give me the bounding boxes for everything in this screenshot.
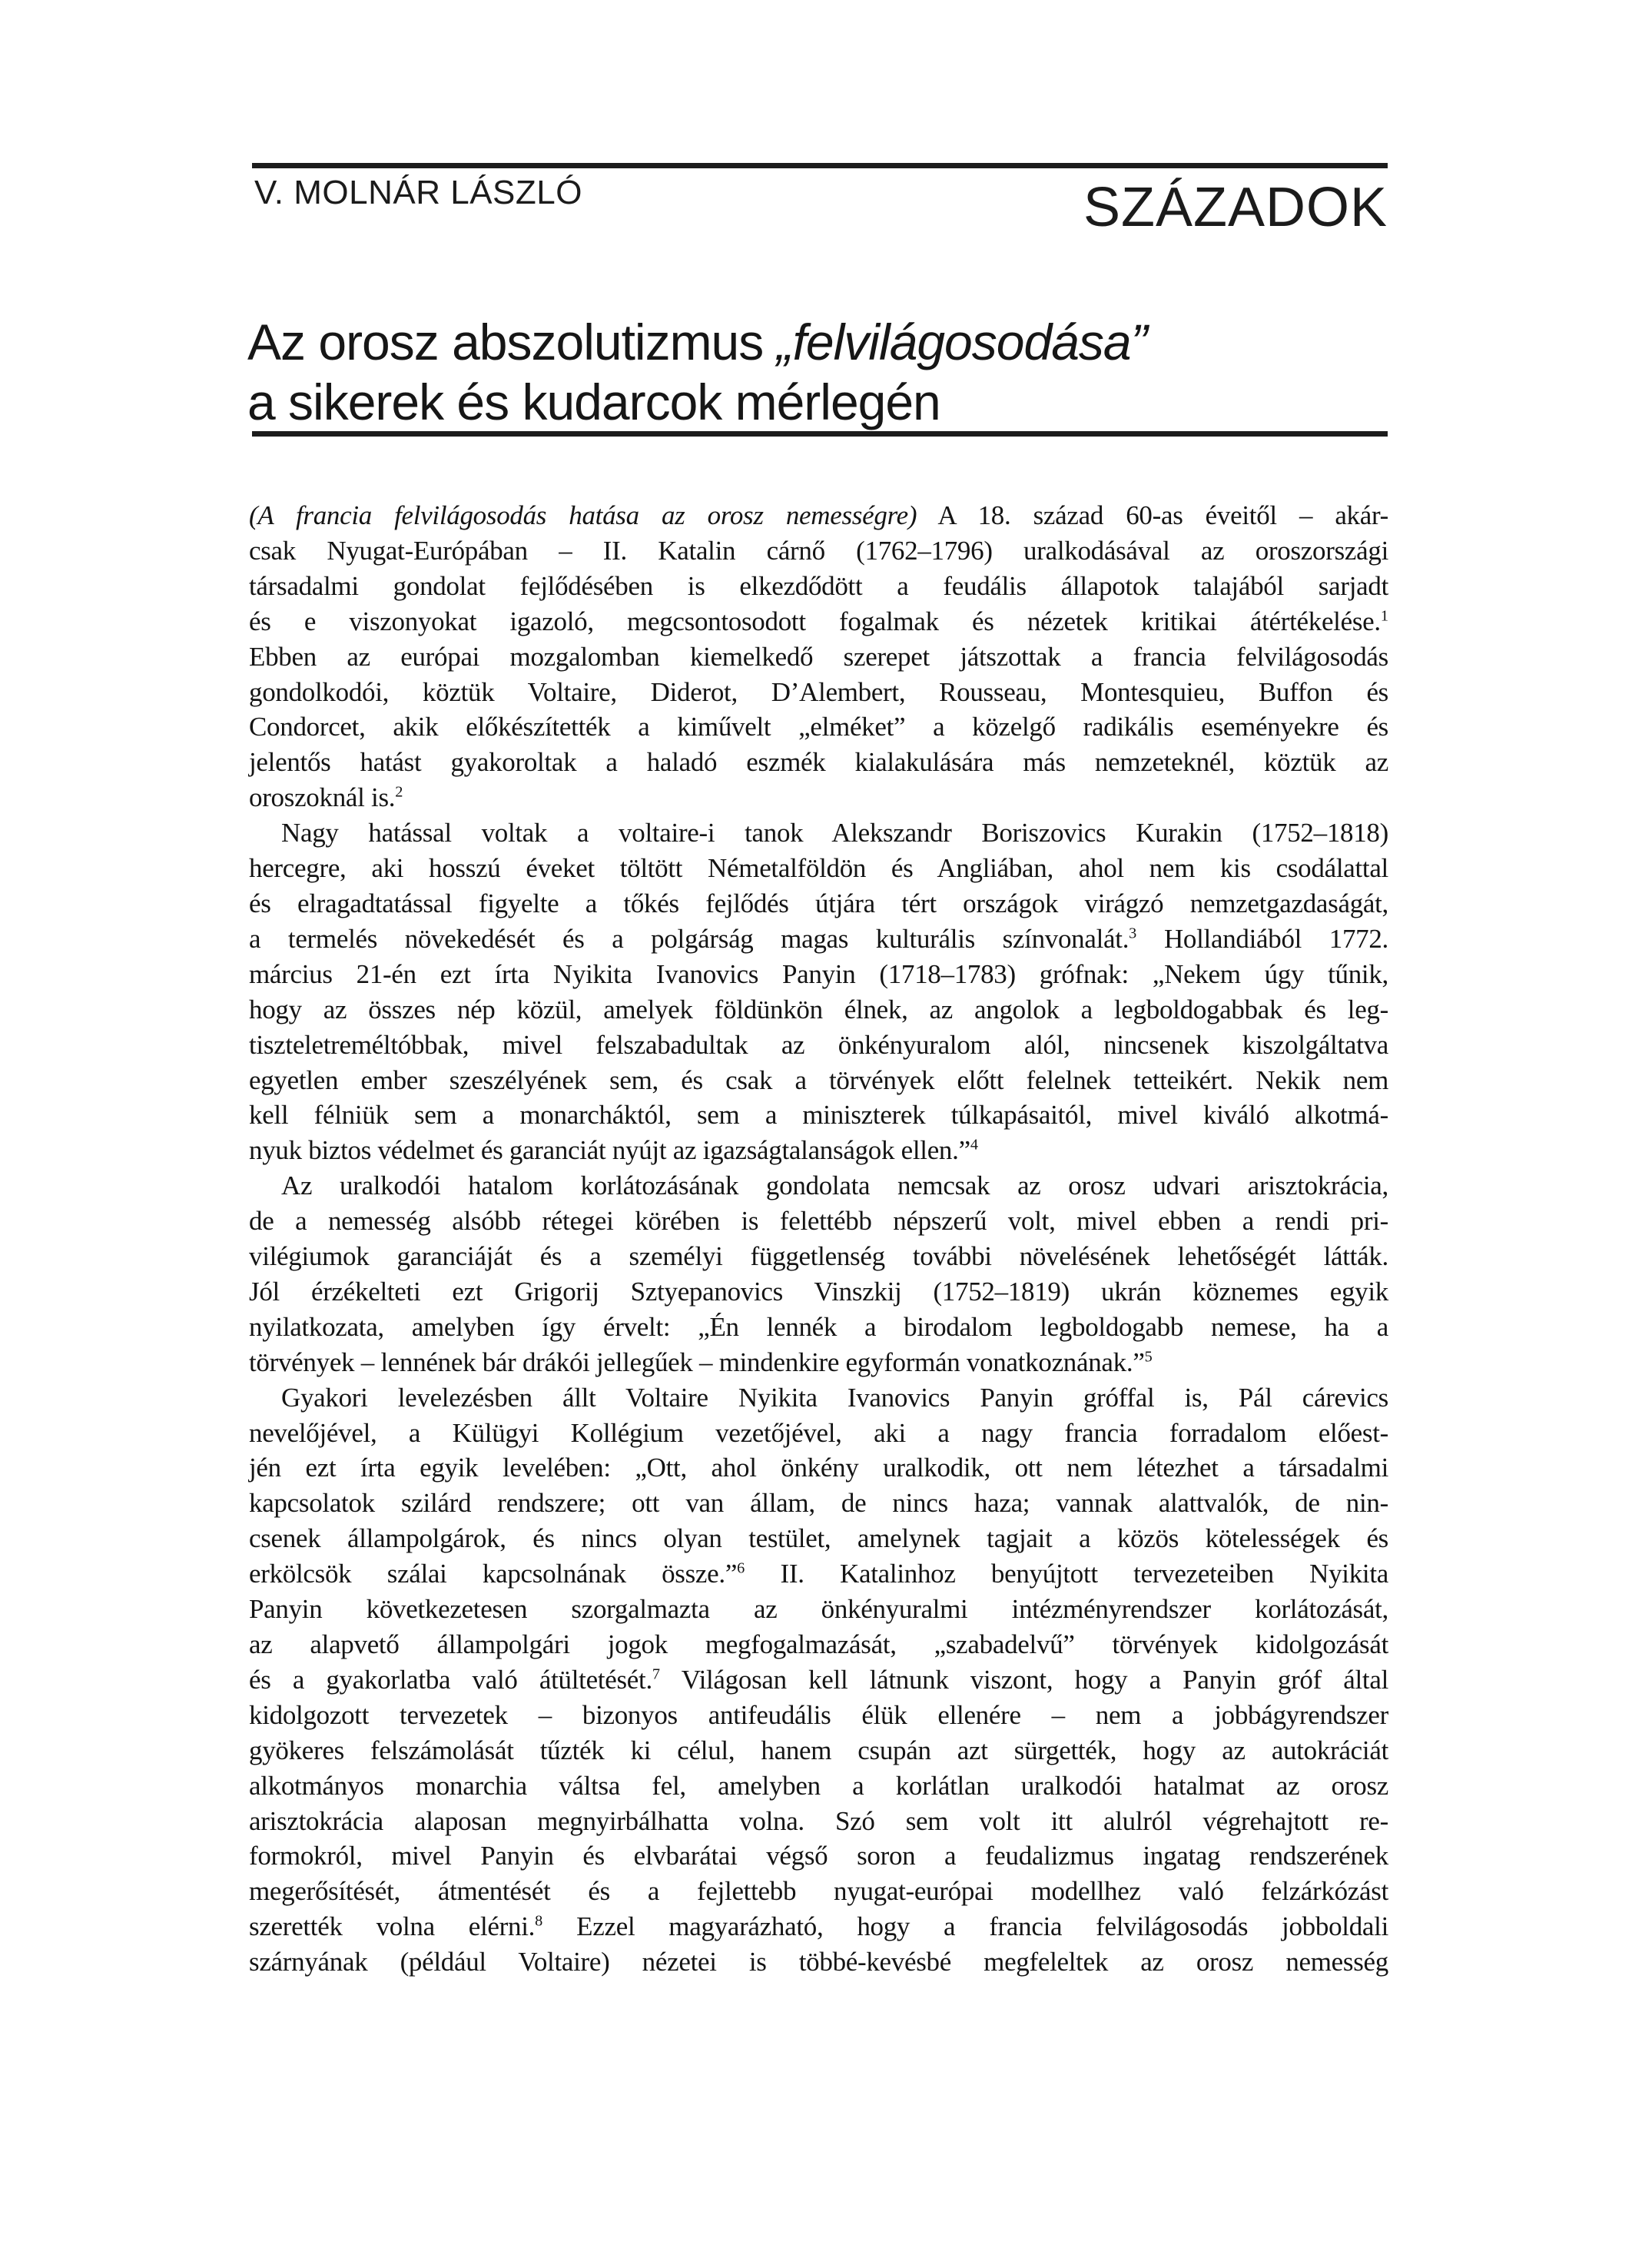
text-line: erkölcsök szálai kapcsolnának össze.”$^6$ II. Katalinhoz benyújtott tervezeteiben Nyikita: [249, 1559, 1388, 1589]
text-line: megerősítését, átmentését és a fejlettebb nyugat-európai modellhez való felzárkózást: [249, 1876, 1388, 1907]
text-line: nyilatkozata, amelyben így érvelt: „Én lennék a birodalom legboldogabb nemese, ha a: [249, 1311, 1388, 1342]
text-line: gondolkodói, köztük Voltaire, Diderot, D’Alembert, Rousseau, Montesquieu, Buffon és: [249, 676, 1388, 707]
text-line: arisztokrácia alaposan megnyirbálhatta volna. Szó sem volt itt alulról végrehajtott re-: [249, 1805, 1388, 1836]
title-line-1: [247, 312, 1392, 372]
text-line: nevelőjével, a Külügyi Kollégium vezetőjével, aki a nagy francia forradalom előest-: [249, 1417, 1388, 1448]
text-line: Az uralkodói hatalom korlátozásának gondolata nemcsak az orosz udvari arisztokrácia,: [281, 1171, 1388, 1201]
text-line: csenek állampolgárok, és nincs olyan testület, amelynek tagjait a közös kötelességek és: [249, 1523, 1388, 1554]
text-line: hercegre, aki hosszú éveket töltött Németalföldön és Angliában, ahol nem kis csodálattal: [249, 853, 1388, 884]
title-line-2: a sikerek és kudarcok mérlegén: [247, 374, 940, 430]
text-line: és a gyakorlatba való átültetését.$^7$ Világosan kell látnunk viszont, hogy a Panyin gróf által: [249, 1664, 1388, 1695]
text-line: a termelés növekedését és a polgárság magas kulturális színvonalát.$^3$ Hollandiából 1772.: [249, 923, 1389, 954]
text-line: szerették volna elérni.$^8$ Ezzel magyarázható, hogy a francia felvilágosodás jobboldali: [249, 1911, 1388, 1942]
header-rule: [252, 163, 1388, 168]
text-line: formokról, mivel Panyin és elvbarátai végső soron a feudalizmus ingatag rendszerének: [249, 1841, 1388, 1871]
text-line: március 21-én ezt írta Nyikita Ivanovics Panyin (1718–1783) grófnak: „Nekem úgy tűnik,: [249, 958, 1388, 989]
title-rule: [252, 431, 1388, 437]
text-line: jén ezt írta egyik levelében: „Ott, ahol önkény uralkodik, ott nem létezhet a társadalmi: [249, 1453, 1388, 1483]
text-line: kell félniük sem a monarcháktól, sem a miniszterek túlkapásaitól, mivel kiváló alkotmá-: [249, 1100, 1388, 1131]
article-body: [249, 498, 1388, 1980]
title-line-1-italic: „felvilágosodása”: [776, 314, 1147, 370]
text-line: gyökeres felszámolását tűzték ki célul, hanem csupán azt sürgették, hogy az autokráciát: [249, 1735, 1388, 1765]
text-line: oroszoknál is.$^2$: [249, 782, 403, 813]
text-line: társadalmi gondolat fejlődésében is elkezdődött a feudális állapotok talajából sarjadt: [249, 570, 1388, 601]
text-line: Ebben az európai mozgalomban kiemelkedő szerepet játszottak a francia felvilágosodás: [249, 641, 1388, 672]
text-line: alkotmányos monarchia váltsa fel, amelyben a korlátlan uralkodói hatalmat az orosz: [249, 1770, 1388, 1801]
text-line: Condorcet, akik előkészítették a kiművelt „elméket” a közelgő radikális eseményekre és: [249, 712, 1388, 742]
article-title: [247, 312, 1392, 432]
text-line: vilégiumok garanciáját és a személyi függetlenség további növelésének lehetőségét látták.: [249, 1241, 1388, 1272]
text-line: Gyakori levelezésben állt Voltaire Nyikita Ivanovics Panyin gróffal is, Pál cárevics: [281, 1382, 1388, 1413]
text-line: és elragadtatással figyelte a tőkés fejlődés útjára tért országok virágzó nemzetgazdaságát,: [249, 888, 1388, 918]
text-line: de a nemesség alsóbb rétegei körében is felettébb népszerű volt, mivel ebben a rendi pri-: [249, 1206, 1388, 1237]
text-line: tiszteletreméltóbbak, mivel felszabadultak az önkényuralom alól, nincsenek kiszolgáltatva: [249, 1029, 1388, 1060]
text-line: jelentős hatást gyakoroltak a haladó eszmék kialakulására más nemzeteknél, köztük az: [249, 747, 1388, 778]
text-line: szárnyának (például Voltaire) nézetei is többé-kevésbé megfeleltek az orosz nemesség: [249, 1947, 1388, 1977]
text-line: egyetlen ember szeszélyének sem, és csak a törvények előtt felelnek tetteikért. Nekik nem: [249, 1064, 1388, 1095]
text-line: Nagy hatással voltak a voltaire-i tanok Alekszandr Boriszovics Kurakin (1752–1818): [281, 818, 1388, 848]
text-line: az alapvető állampolgári jogok megfogalmazását, „szabadelvű” törvények kidolgozását: [249, 1629, 1388, 1659]
text-line: Jól érzékelteti ezt Grigorij Sztyepanovics Vinszkij (1752–1819) ukrán köznemes egyik: [249, 1276, 1388, 1307]
text-line: nyuk biztos védelmet és garanciát nyújt az igazságtalanságok ellen.”$^4$: [249, 1135, 978, 1166]
text-line: (A francia felvilágosodás hatása az orosz nemességre) A 18. század 60-as éveitől – akár-: [249, 500, 1388, 530]
text-line: és e viszonyokat igazoló, megcsontosodott fogalmak és nézetek kritikai átértékelése.$^1$: [249, 606, 1388, 636]
author-name: V. MOLNÁR LÁSZLÓ: [254, 174, 582, 211]
text-line: kidolgozott tervezetek – bizonyos antifeudális élük ellenére – nem a jobbágyrendszer: [249, 1699, 1388, 1730]
journal-title: SZÁZADOK: [1083, 177, 1388, 238]
title-line-1-regular: Az orosz abszolutizmus: [247, 314, 777, 370]
text-line: törvények – lennének bár drákói jellegűek – mindenkire egyformán vonatkoznának.”$^5$: [249, 1347, 1153, 1377]
text-line: csak Nyugat-Európában – II. Katalin cárnő (1762–1796) uralkodásával az oroszországi: [249, 535, 1388, 566]
text-line: Panyin következetesen szorgalmazta az önkényuralmi intézményrendszer korlátozását,: [249, 1594, 1388, 1625]
text-line: hogy az összes nép közül, amelyek földünkön élnek, az angolok a legboldogabbak és leg-: [249, 994, 1388, 1024]
text-line: kapcsolatok szilárd rendszere; ott van állam, de nincs haza; vannak alattvalók, de nin-: [249, 1488, 1388, 1519]
